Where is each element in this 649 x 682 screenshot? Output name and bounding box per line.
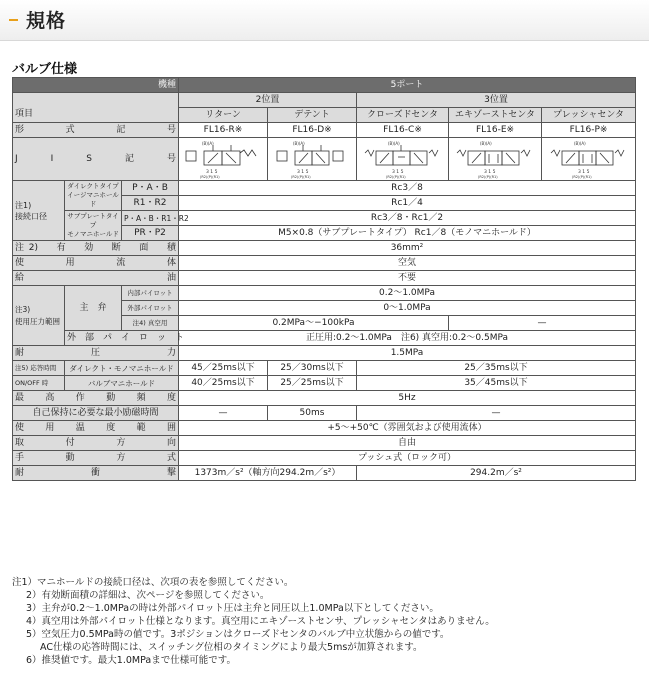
svg-text:(B)(A): (B)(A): [293, 141, 305, 146]
row-value: —: [449, 316, 636, 331]
row-value: 0〜1.0MPa: [179, 301, 636, 316]
model-code: FL16-P※: [542, 123, 636, 138]
row-value: 1373m／s²（軸方向294.2m／s²）: [179, 466, 357, 481]
port-label: R1・R2: [122, 196, 179, 211]
svg-text:3 1 5: 3 1 5: [577, 170, 589, 175]
conn-direct-label: ダイレクトタイプ イージマニホールド: [65, 181, 122, 211]
svg-text:(B)(A): (B)(A): [387, 141, 400, 146]
row-value: +5〜+50℃（雰囲気および使用流体）: [179, 421, 636, 436]
section-header: [0, 0, 649, 41]
svg-text:(B)(A): (B)(A): [202, 141, 214, 146]
svg-text:(R2)(P)(R1): (R2)(P)(R1): [200, 175, 220, 179]
model-code: FL16-C※: [357, 123, 449, 138]
row-value: 40／25ms以下: [179, 376, 268, 391]
row-value: —: [357, 406, 636, 421]
response-label: ON/OFF 時: [13, 376, 65, 391]
table-row: [13, 123, 636, 138]
note-item: AC仕様の応答時間には、スイッチング位相のタイミングにより最大5msが加算されます。: [40, 642, 423, 653]
port-label: P・A・B: [122, 181, 179, 196]
row-label: 自己保持に必要な最小励磁時間: [13, 406, 179, 421]
jis-symbol-icon: [179, 138, 268, 181]
table-row: [13, 181, 636, 196]
response-label: 注5) 応答時間: [13, 361, 65, 376]
table-row: [13, 93, 636, 108]
pilot-label: 内部パイロット: [122, 286, 179, 301]
jis-symbol-icon: [542, 138, 636, 181]
model-code: FL16-R※: [179, 123, 268, 138]
row-value: 正圧用:0.2〜1.0MPa 注6) 真空用:0.2〜0.5MPa: [179, 331, 636, 346]
conn-value: Rc1／4: [179, 196, 636, 211]
note-item: 5）空気圧力0.5MPa時の値です。3ポジションはクローズドセンタのバルブ中立状態からの値です。: [26, 629, 450, 640]
note-item: 3）主弁が0.2〜1.0MPaの時は外部パイロット圧は主弁と同圧以上1.0MPa以下としてください。: [26, 603, 439, 614]
model-code: FL16-E※: [449, 123, 542, 138]
model-code: FL16-D※: [268, 123, 357, 138]
conn-subplate-label: サブプレートタイプ モノマニホールド: [65, 211, 122, 241]
table-row: [13, 406, 636, 421]
table-row: [13, 436, 636, 451]
svg-text:(R2)(P)(R1): (R2)(P)(R1): [571, 175, 592, 179]
jis-symbol-icon: [357, 138, 449, 181]
row-label: 最 高 作 動 頻 度: [13, 391, 179, 406]
row-label: 使 用 温 度 範 囲: [13, 421, 179, 436]
conn-value: Rc3／8: [179, 181, 636, 196]
response-direct-label: ダイレクト・モノマニホールド: [65, 361, 179, 376]
table-row: [13, 256, 636, 271]
table-row: [13, 376, 636, 391]
col-header: エキゾーストセンタ: [449, 108, 542, 123]
note-item: 2）有効断面積の詳細は、次ページを参照してください。: [26, 590, 270, 601]
note-item: 注1）マニホールドの接続口径は、次項の表を参照してください。: [12, 577, 294, 588]
notes: [12, 576, 495, 667]
svg-text:(B)(A): (B)(A): [573, 141, 586, 146]
row-value: 50ms: [268, 406, 357, 421]
jis-symbol-icon: [268, 138, 357, 181]
row-value: 25／30ms以下: [268, 361, 357, 376]
svg-text:3 1 5: 3 1 5: [206, 170, 218, 175]
row-label: 取 付 方 向: [13, 436, 179, 451]
row-value: 35／45ms以下: [357, 376, 636, 391]
row-label: 耐 衝 撃: [13, 466, 179, 481]
header-2pos: 2位置: [179, 93, 357, 108]
note-item: 6）推奨値です。最大1.0MPaまで仕様可能です。: [26, 655, 236, 666]
main-valve-label: 主 弁: [65, 286, 122, 331]
table-row: [13, 108, 636, 123]
table-row: [13, 138, 636, 181]
table-row: [13, 271, 636, 286]
row-label: 形 式 記 号: [13, 123, 179, 138]
svg-text:(R2)(P)(R1): (R2)(P)(R1): [478, 175, 498, 179]
row-label: 給 油: [13, 271, 179, 286]
svg-text:3 1 5: 3 1 5: [484, 170, 496, 175]
response-bulb-label: バルブマニホールド: [65, 376, 179, 391]
row-value: 25／25ms以下: [268, 376, 357, 391]
row-value: 空気: [179, 256, 636, 271]
row-value: 45／25ms以下: [179, 361, 268, 376]
col-header: リターン: [179, 108, 268, 123]
conn-value: M5×0.8（サブプレートタイプ） Rc1／8（モノマニホールド）: [179, 226, 636, 241]
port-label: P・A・B・R1・R2: [122, 211, 179, 226]
subtitle: バルブ仕様: [12, 62, 78, 77]
row-label: 耐 圧 力: [13, 346, 179, 361]
pressure-group-label: 注3) 使用圧力範囲: [13, 286, 65, 346]
jis-symbol-icon: [449, 138, 542, 181]
row-label: 外 部 パ イ ロ ッ ト: [65, 331, 179, 346]
row-label: 使 用 流 体: [13, 256, 179, 271]
conn-group-label: 注1) 接続口径: [13, 181, 65, 241]
row-value: 不要: [179, 271, 636, 286]
col-header: プレッシャセンタ: [542, 108, 636, 123]
table-row: [13, 451, 636, 466]
note-item: 4）真空用は外部パイロット仕様となります。真空用にエキゾーストセンサ、プレッシャセンタはありません。: [26, 616, 495, 627]
pilot-label: 外部パイロット: [122, 301, 179, 316]
vacuum-label: 注4) 真空用: [122, 316, 179, 331]
table-row: [13, 421, 636, 436]
row-value: 294.2m／s²: [357, 466, 636, 481]
row-value: プッシュ式（ロック可）: [179, 451, 636, 466]
table-row: [13, 78, 636, 93]
svg-text:3 1 5: 3 1 5: [297, 170, 309, 175]
port-label: PR・P2: [122, 226, 179, 241]
section-title: 規格: [26, 10, 67, 32]
svg-text:(B)(A): (B)(A): [480, 141, 492, 146]
row-value: 5Hz: [179, 391, 636, 406]
col-header: デテント: [268, 108, 357, 123]
header-item: 項目: [13, 108, 179, 123]
row-value: 25／35ms以下: [357, 361, 636, 376]
table-row: [13, 346, 636, 361]
row-value: 0.2〜1.0MPa: [179, 286, 636, 301]
table-row: [13, 466, 636, 481]
row-label: 手 動 方 式: [13, 451, 179, 466]
header-model: 機種: [13, 78, 179, 93]
row-label: J I S 記 号: [13, 138, 179, 181]
row-value: 0.2MPa〜−100kPa: [179, 316, 449, 331]
accent-bar-icon: [9, 19, 18, 21]
table-row: [13, 211, 636, 226]
header-3pos: 3位置: [357, 93, 636, 108]
row-value: —: [179, 406, 268, 421]
table-row: [13, 391, 636, 406]
row-label: 注2) 有 効 断 面 積: [13, 241, 179, 256]
table-row: [13, 286, 636, 301]
svg-text:3 1 5: 3 1 5: [391, 170, 403, 175]
svg-text:(R2)(P)(R1): (R2)(P)(R1): [385, 175, 406, 179]
table-row: [13, 331, 636, 346]
valve-spec-table: [12, 77, 636, 481]
col-header: クローズドセンタ: [357, 108, 449, 123]
table-row: [13, 361, 636, 376]
table-row: [13, 241, 636, 256]
svg-text:(R2)(P)(R1): (R2)(P)(R1): [291, 175, 311, 179]
conn-value: Rc3／8・Rc1／2: [179, 211, 636, 226]
row-value: 36mm²: [179, 241, 636, 256]
row-value: 1.5MPa: [179, 346, 636, 361]
header-5port: 5ポート: [179, 78, 636, 93]
row-value: 自由: [179, 436, 636, 451]
